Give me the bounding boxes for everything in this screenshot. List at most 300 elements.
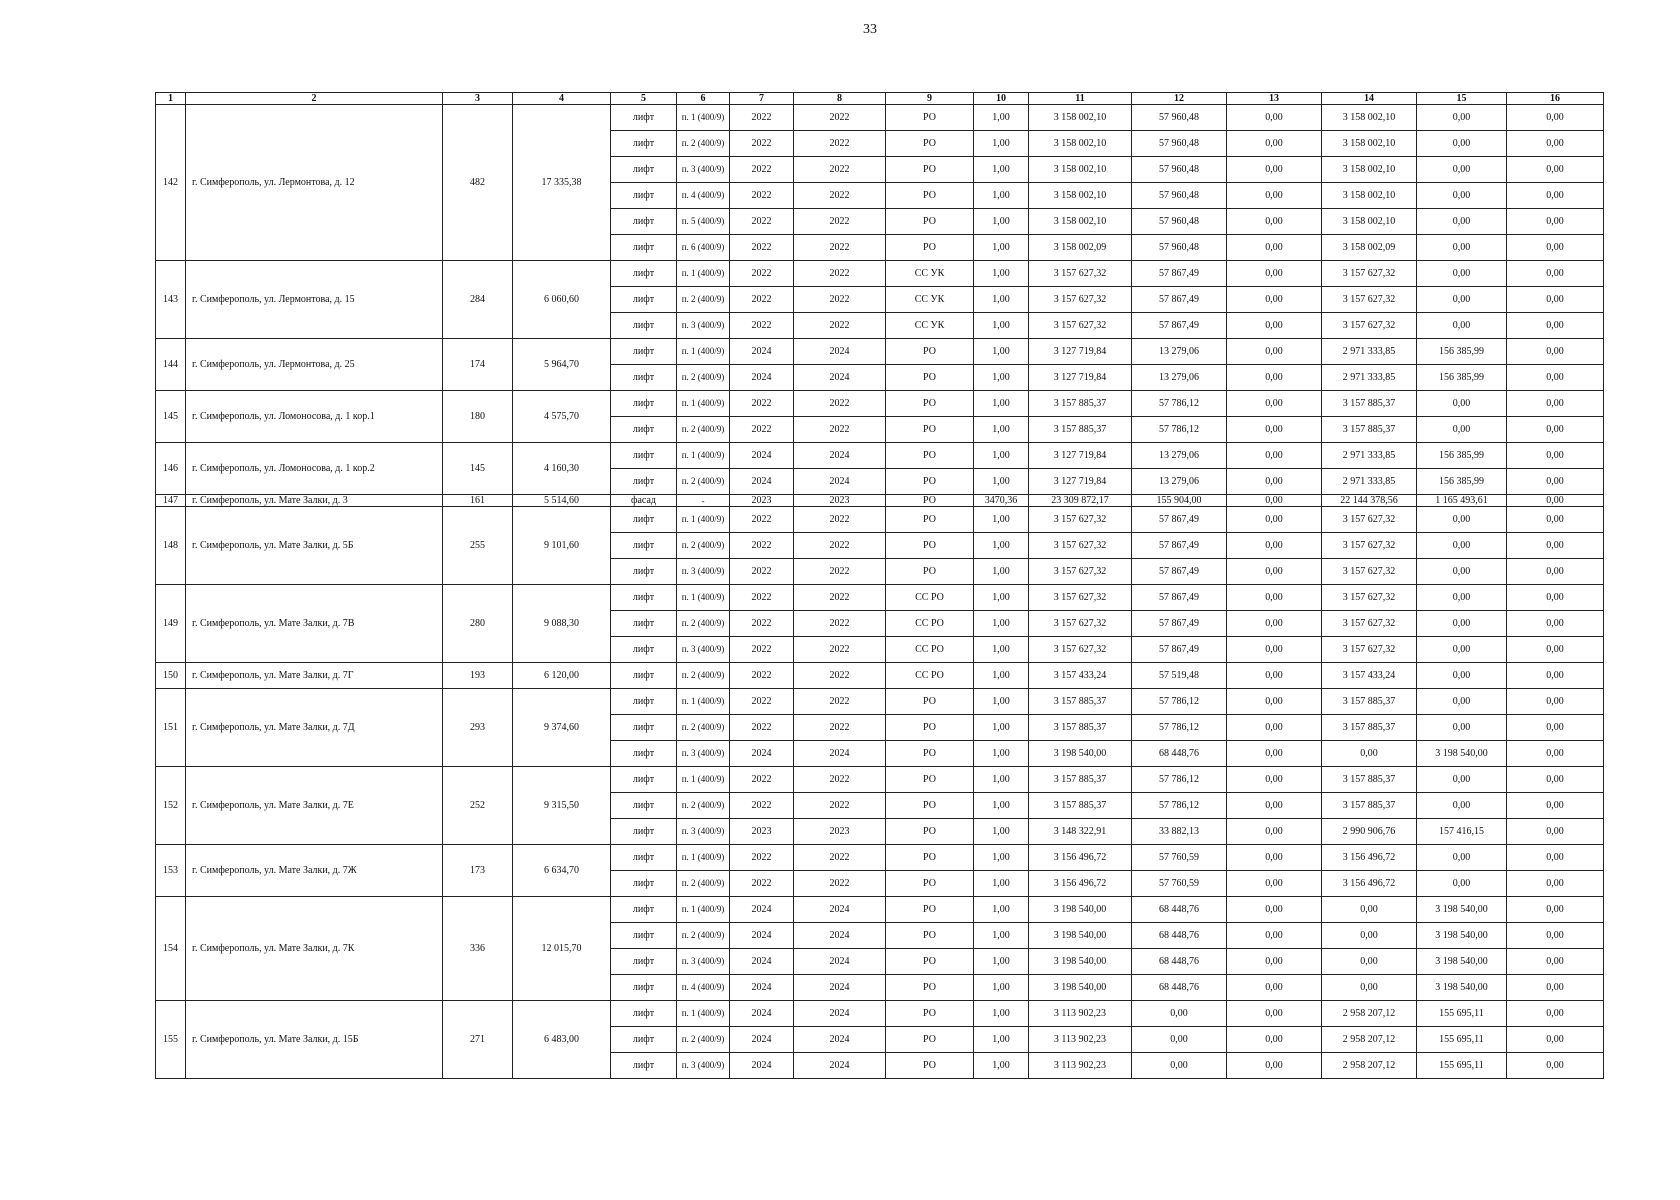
year-start-cell: 2022 [730,611,794,637]
year-end-cell: 2022 [794,235,886,261]
entrance-cell: п. 2 (400/9) [677,871,730,897]
owner-fund-cell: 0,00 [1417,871,1507,897]
method-cell: РО [886,845,974,871]
cost-cell: 3 157 627,32 [1029,637,1132,663]
entrance-cell: п. 2 (400/9) [677,611,730,637]
fund-cell: 0,00 [1227,183,1322,209]
owner-fund-cell: 0,00 [1417,533,1507,559]
other-fund-cell: 0,00 [1507,975,1604,1001]
residents-cell: 145 [443,443,513,495]
row-number-cell: 146 [156,443,186,495]
table-row [156,261,1604,287]
fund-cell: 0,00 [1227,923,1322,949]
entrance-cell: п. 1 (400/9) [677,689,730,715]
other-fund-cell: 0,00 [1507,417,1604,443]
method-cell: РО [886,469,974,495]
work-type-cell: лифт [611,1001,677,1027]
cost-cell: 3 127 719,84 [1029,339,1132,365]
other-fund-cell: 0,00 [1507,339,1604,365]
work-type-cell: лифт [611,313,677,339]
entrance-cell: п. 2 (400/9) [677,469,730,495]
owner-fund-cell: 0,00 [1417,105,1507,131]
year-end-cell: 2022 [794,871,886,897]
cost-per-unit-cell: 33 882,13 [1132,819,1227,845]
page-number: 33 [863,22,877,37]
cost-cell: 3 158 002,10 [1029,157,1132,183]
method-cell: РО [886,235,974,261]
regional-fund-cell: 2 971 333,85 [1322,365,1417,391]
cost-per-unit-cell: 155 904,00 [1132,495,1227,507]
owner-fund-cell: 0,00 [1417,559,1507,585]
cost-per-unit-cell: 57 786,12 [1132,767,1227,793]
cost-cell: 3 157 885,37 [1029,417,1132,443]
volume-cell: 1,00 [974,365,1029,391]
regional-fund-cell: 2 990 906,76 [1322,819,1417,845]
cost-cell: 3 157 627,32 [1029,611,1132,637]
volume-cell: 1,00 [974,287,1029,313]
other-fund-cell: 0,00 [1507,949,1604,975]
row-number-cell: 152 [156,767,186,845]
method-cell: РО [886,871,974,897]
row-number-cell: 142 [156,105,186,261]
address-cell: г. Симферополь, ул. Лермонтова, д. 25 [186,339,443,391]
work-type-cell: фасад [611,495,677,507]
cost-per-unit-cell: 57 867,49 [1132,585,1227,611]
fund-cell: 0,00 [1227,949,1322,975]
owner-fund-cell: 3 198 540,00 [1417,975,1507,1001]
work-type-cell: лифт [611,209,677,235]
row-number-cell: 149 [156,585,186,663]
method-cell: РО [886,1001,974,1027]
fund-cell: 0,00 [1227,365,1322,391]
regional-fund-cell: 3 157 885,37 [1322,793,1417,819]
year-end-cell: 2022 [794,391,886,417]
regional-fund-cell: 3 157 885,37 [1322,417,1417,443]
regional-fund-cell: 3 157 627,32 [1322,261,1417,287]
regional-fund-cell: 0,00 [1322,897,1417,923]
address-cell: г. Симферополь, ул. Мате Залки, д. 5Б [186,507,443,585]
row-number-cell: 151 [156,689,186,767]
year-start-cell: 2024 [730,923,794,949]
other-fund-cell: 0,00 [1507,391,1604,417]
column-number-cell: 7 [730,93,794,105]
entrance-cell: п. 2 (400/9) [677,663,730,689]
year-start-cell: 2022 [730,559,794,585]
volume-cell: 1,00 [974,819,1029,845]
entrance-cell: п. 2 (400/9) [677,417,730,443]
cost-per-unit-cell: 13 279,06 [1132,443,1227,469]
work-type-cell: лифт [611,339,677,365]
cost-per-unit-cell: 57 760,59 [1132,871,1227,897]
regional-fund-cell: 3 158 002,10 [1322,183,1417,209]
cost-cell: 3 158 002,10 [1029,105,1132,131]
volume-cell: 1,00 [974,1027,1029,1053]
volume-cell: 1,00 [974,845,1029,871]
method-cell: РО [886,209,974,235]
owner-fund-cell: 157 416,15 [1417,819,1507,845]
row-number-cell: 153 [156,845,186,897]
regional-fund-cell: 3 157 627,32 [1322,507,1417,533]
entrance-cell: п. 1 (400/9) [677,897,730,923]
other-fund-cell: 0,00 [1507,235,1604,261]
other-fund-cell: 0,00 [1507,897,1604,923]
volume-cell: 1,00 [974,949,1029,975]
method-cell: СС УК [886,313,974,339]
address-cell: г. Симферополь, ул. Мате Залки, д. 7Д [186,689,443,767]
fund-cell: 0,00 [1227,559,1322,585]
volume-cell: 1,00 [974,767,1029,793]
cost-cell: 3 157 627,32 [1029,507,1132,533]
row-number-cell: 147 [156,495,186,507]
entrance-cell: п. 1 (400/9) [677,391,730,417]
fund-cell: 0,00 [1227,495,1322,507]
work-type-cell: лифт [611,689,677,715]
table-row [156,845,1604,871]
year-start-cell: 2024 [730,365,794,391]
volume-cell: 1,00 [974,235,1029,261]
year-start-cell: 2022 [730,261,794,287]
fund-cell: 0,00 [1227,637,1322,663]
year-end-cell: 2024 [794,741,886,767]
entrance-cell: п. 5 (400/9) [677,209,730,235]
capital-repair-table [155,92,1604,1079]
year-start-cell: 2022 [730,689,794,715]
fund-cell: 0,00 [1227,313,1322,339]
area-cell: 12 015,70 [513,897,611,1001]
other-fund-cell: 0,00 [1507,559,1604,585]
volume-cell: 1,00 [974,339,1029,365]
other-fund-cell: 0,00 [1507,1001,1604,1027]
year-start-cell: 2022 [730,845,794,871]
volume-cell: 1,00 [974,1001,1029,1027]
year-end-cell: 2022 [794,533,886,559]
other-fund-cell: 0,00 [1507,495,1604,507]
owner-fund-cell: 156 385,99 [1417,443,1507,469]
other-fund-cell: 0,00 [1507,157,1604,183]
column-number-cell: 5 [611,93,677,105]
work-type-cell: лифт [611,767,677,793]
method-cell: РО [886,897,974,923]
work-type-cell: лифт [611,975,677,1001]
other-fund-cell: 0,00 [1507,663,1604,689]
residents-cell: 173 [443,845,513,897]
cost-per-unit-cell: 13 279,06 [1132,469,1227,495]
entrance-cell: п. 1 (400/9) [677,443,730,469]
regional-fund-cell: 3 158 002,09 [1322,235,1417,261]
table-row [156,1001,1604,1027]
other-fund-cell: 0,00 [1507,819,1604,845]
other-fund-cell: 0,00 [1507,261,1604,287]
address-cell: г. Симферополь, ул. Лермонтова, д. 12 [186,105,443,261]
work-type-cell: лифт [611,923,677,949]
owner-fund-cell: 0,00 [1417,183,1507,209]
fund-cell: 0,00 [1227,261,1322,287]
method-cell: РО [886,183,974,209]
owner-fund-cell: 0,00 [1417,611,1507,637]
cost-cell: 3 198 540,00 [1029,741,1132,767]
cost-cell: 3 127 719,84 [1029,365,1132,391]
row-number-cell: 144 [156,339,186,391]
fund-cell: 0,00 [1227,611,1322,637]
table-body [156,93,1604,1079]
other-fund-cell: 0,00 [1507,1053,1604,1079]
year-start-cell: 2024 [730,469,794,495]
volume-cell: 1,00 [974,469,1029,495]
column-number-cell: 4 [513,93,611,105]
other-fund-cell: 0,00 [1507,637,1604,663]
cost-per-unit-cell: 57 786,12 [1132,391,1227,417]
work-type-cell: лифт [611,585,677,611]
year-end-cell: 2024 [794,339,886,365]
volume-cell: 1,00 [974,611,1029,637]
other-fund-cell: 0,00 [1507,923,1604,949]
volume-cell: 1,00 [974,157,1029,183]
owner-fund-cell: 0,00 [1417,157,1507,183]
work-type-cell: лифт [611,235,677,261]
owner-fund-cell: 0,00 [1417,689,1507,715]
owner-fund-cell: 0,00 [1417,715,1507,741]
year-start-cell: 2022 [730,533,794,559]
year-end-cell: 2024 [794,443,886,469]
fund-cell: 0,00 [1227,417,1322,443]
cost-per-unit-cell: 57 960,48 [1132,105,1227,131]
cost-per-unit-cell: 57 786,12 [1132,689,1227,715]
column-number-cell: 15 [1417,93,1507,105]
entrance-cell: п. 3 (400/9) [677,741,730,767]
cost-cell: 3 157 627,32 [1029,585,1132,611]
volume-cell: 1,00 [974,261,1029,287]
work-type-cell: лифт [611,365,677,391]
year-start-cell: 2024 [730,339,794,365]
entrance-cell: п. 3 (400/9) [677,157,730,183]
cost-per-unit-cell: 57 867,49 [1132,611,1227,637]
entrance-cell: п. 2 (400/9) [677,287,730,313]
residents-cell: 482 [443,105,513,261]
volume-cell: 1,00 [974,897,1029,923]
row-number-cell: 143 [156,261,186,339]
work-type-cell: лифт [611,507,677,533]
fund-cell: 0,00 [1227,897,1322,923]
method-cell: РО [886,923,974,949]
work-type-cell: лифт [611,157,677,183]
entrance-cell: - [677,495,730,507]
regional-fund-cell: 2 958 207,12 [1322,1053,1417,1079]
volume-cell: 1,00 [974,559,1029,585]
method-cell: РО [886,559,974,585]
entrance-cell: п. 1 (400/9) [677,339,730,365]
other-fund-cell: 0,00 [1507,585,1604,611]
year-end-cell: 2022 [794,689,886,715]
year-end-cell: 2022 [794,793,886,819]
cost-cell: 3 157 885,37 [1029,689,1132,715]
owner-fund-cell: 3 198 540,00 [1417,949,1507,975]
year-end-cell: 2022 [794,209,886,235]
other-fund-cell: 0,00 [1507,741,1604,767]
fund-cell: 0,00 [1227,819,1322,845]
method-cell: РО [886,793,974,819]
entrance-cell: п. 1 (400/9) [677,261,730,287]
regional-fund-cell: 3 157 627,32 [1322,611,1417,637]
fund-cell: 0,00 [1227,767,1322,793]
regional-fund-cell: 3 158 002,10 [1322,209,1417,235]
entrance-cell: п. 1 (400/9) [677,767,730,793]
fund-cell: 0,00 [1227,715,1322,741]
address-cell: г. Симферополь, ул. Мате Залки, д. 7К [186,897,443,1001]
year-end-cell: 2024 [794,897,886,923]
other-fund-cell: 0,00 [1507,469,1604,495]
fund-cell: 0,00 [1227,287,1322,313]
row-number-cell: 148 [156,507,186,585]
regional-fund-cell: 3 157 885,37 [1322,767,1417,793]
column-number-cell: 11 [1029,93,1132,105]
fund-cell: 0,00 [1227,235,1322,261]
cost-per-unit-cell: 57 867,49 [1132,533,1227,559]
year-end-cell: 2022 [794,261,886,287]
area-cell: 6 634,70 [513,845,611,897]
column-number-cell: 8 [794,93,886,105]
regional-fund-cell: 3 157 627,32 [1322,559,1417,585]
method-cell: СС УК [886,261,974,287]
column-number-cell: 2 [186,93,443,105]
volume-cell: 1,00 [974,313,1029,339]
owner-fund-cell: 156 385,99 [1417,365,1507,391]
year-end-cell: 2022 [794,559,886,585]
year-start-cell: 2022 [730,391,794,417]
table-row [156,391,1604,417]
year-end-cell: 2022 [794,637,886,663]
address-cell: г. Симферополь, ул. Мате Залки, д. 7Ж [186,845,443,897]
owner-fund-cell: 0,00 [1417,287,1507,313]
work-type-cell: лифт [611,845,677,871]
area-cell: 6 060,60 [513,261,611,339]
regional-fund-cell: 3 156 496,72 [1322,845,1417,871]
row-number-cell: 154 [156,897,186,1001]
cost-cell: 3 158 002,10 [1029,183,1132,209]
entrance-cell: п. 2 (400/9) [677,923,730,949]
column-number-cell: 12 [1132,93,1227,105]
regional-fund-cell: 2 958 207,12 [1322,1001,1417,1027]
volume-cell: 1,00 [974,923,1029,949]
table-row [156,339,1604,365]
volume-cell: 1,00 [974,585,1029,611]
year-end-cell: 2024 [794,1001,886,1027]
cost-cell: 3 157 885,37 [1029,793,1132,819]
cost-cell: 3 148 322,91 [1029,819,1132,845]
owner-fund-cell: 0,00 [1417,793,1507,819]
cost-cell: 3 157 627,32 [1029,287,1132,313]
regional-fund-cell: 3 158 002,10 [1322,105,1417,131]
volume-cell: 1,00 [974,417,1029,443]
cost-per-unit-cell: 13 279,06 [1132,339,1227,365]
method-cell: РО [886,507,974,533]
fund-cell: 0,00 [1227,1001,1322,1027]
volume-cell: 1,00 [974,1053,1029,1079]
fund-cell: 0,00 [1227,443,1322,469]
volume-cell: 1,00 [974,391,1029,417]
area-cell: 5 964,70 [513,339,611,391]
volume-cell: 1,00 [974,871,1029,897]
work-type-cell: лифт [611,105,677,131]
volume-cell: 1,00 [974,533,1029,559]
regional-fund-cell: 0,00 [1322,975,1417,1001]
work-type-cell: лифт [611,663,677,689]
year-end-cell: 2022 [794,845,886,871]
year-end-cell: 2022 [794,105,886,131]
method-cell: РО [886,533,974,559]
work-type-cell: лифт [611,469,677,495]
area-cell: 6 120,00 [513,663,611,689]
fund-cell: 0,00 [1227,793,1322,819]
year-end-cell: 2024 [794,923,886,949]
work-type-cell: лифт [611,637,677,663]
residents-cell: 284 [443,261,513,339]
regional-fund-cell: 0,00 [1322,741,1417,767]
work-type-cell: лифт [611,793,677,819]
cost-per-unit-cell: 68 448,76 [1132,923,1227,949]
method-cell: РО [886,443,974,469]
method-cell: СС УК [886,287,974,313]
cost-per-unit-cell: 13 279,06 [1132,365,1227,391]
table-row [156,495,1604,507]
area-cell: 9 374,60 [513,689,611,767]
entrance-cell: п. 1 (400/9) [677,845,730,871]
fund-cell: 0,00 [1227,209,1322,235]
work-type-cell: лифт [611,715,677,741]
residents-cell: 255 [443,507,513,585]
cost-cell: 3 127 719,84 [1029,469,1132,495]
year-end-cell: 2024 [794,975,886,1001]
area-cell: 4 575,70 [513,391,611,443]
year-end-cell: 2024 [794,949,886,975]
owner-fund-cell: 3 198 540,00 [1417,897,1507,923]
method-cell: РО [886,689,974,715]
year-start-cell: 2022 [730,871,794,897]
entrance-cell: п. 3 (400/9) [677,637,730,663]
table-row [156,663,1604,689]
entrance-cell: п. 1 (400/9) [677,105,730,131]
year-end-cell: 2022 [794,287,886,313]
table-row [156,507,1604,533]
address-cell: г. Симферополь, ул. Ломоносова, д. 1 кор.1 [186,391,443,443]
year-end-cell: 2022 [794,507,886,533]
method-cell: РО [886,417,974,443]
cost-per-unit-cell: 0,00 [1132,1001,1227,1027]
year-start-cell: 2022 [730,209,794,235]
year-start-cell: 2024 [730,1027,794,1053]
year-start-cell: 2022 [730,287,794,313]
owner-fund-cell: 1 165 493,61 [1417,495,1507,507]
column-number-cell: 3 [443,93,513,105]
residents-cell: 280 [443,585,513,663]
residents-cell: 180 [443,391,513,443]
regional-fund-cell: 3 157 885,37 [1322,689,1417,715]
owner-fund-cell: 155 695,11 [1417,1053,1507,1079]
cost-cell: 3 157 627,32 [1029,559,1132,585]
owner-fund-cell: 3 198 540,00 [1417,741,1507,767]
fund-cell: 0,00 [1227,105,1322,131]
owner-fund-cell: 0,00 [1417,507,1507,533]
work-type-cell: лифт [611,1027,677,1053]
volume-cell: 1,00 [974,507,1029,533]
column-number-cell: 10 [974,93,1029,105]
row-number-cell: 150 [156,663,186,689]
owner-fund-cell: 0,00 [1417,235,1507,261]
address-cell: г. Симферополь, ул. Мате Залки, д. 15Б [186,1001,443,1079]
owner-fund-cell: 0,00 [1417,209,1507,235]
year-start-cell: 2022 [730,507,794,533]
owner-fund-cell: 156 385,99 [1417,469,1507,495]
work-type-cell: лифт [611,417,677,443]
